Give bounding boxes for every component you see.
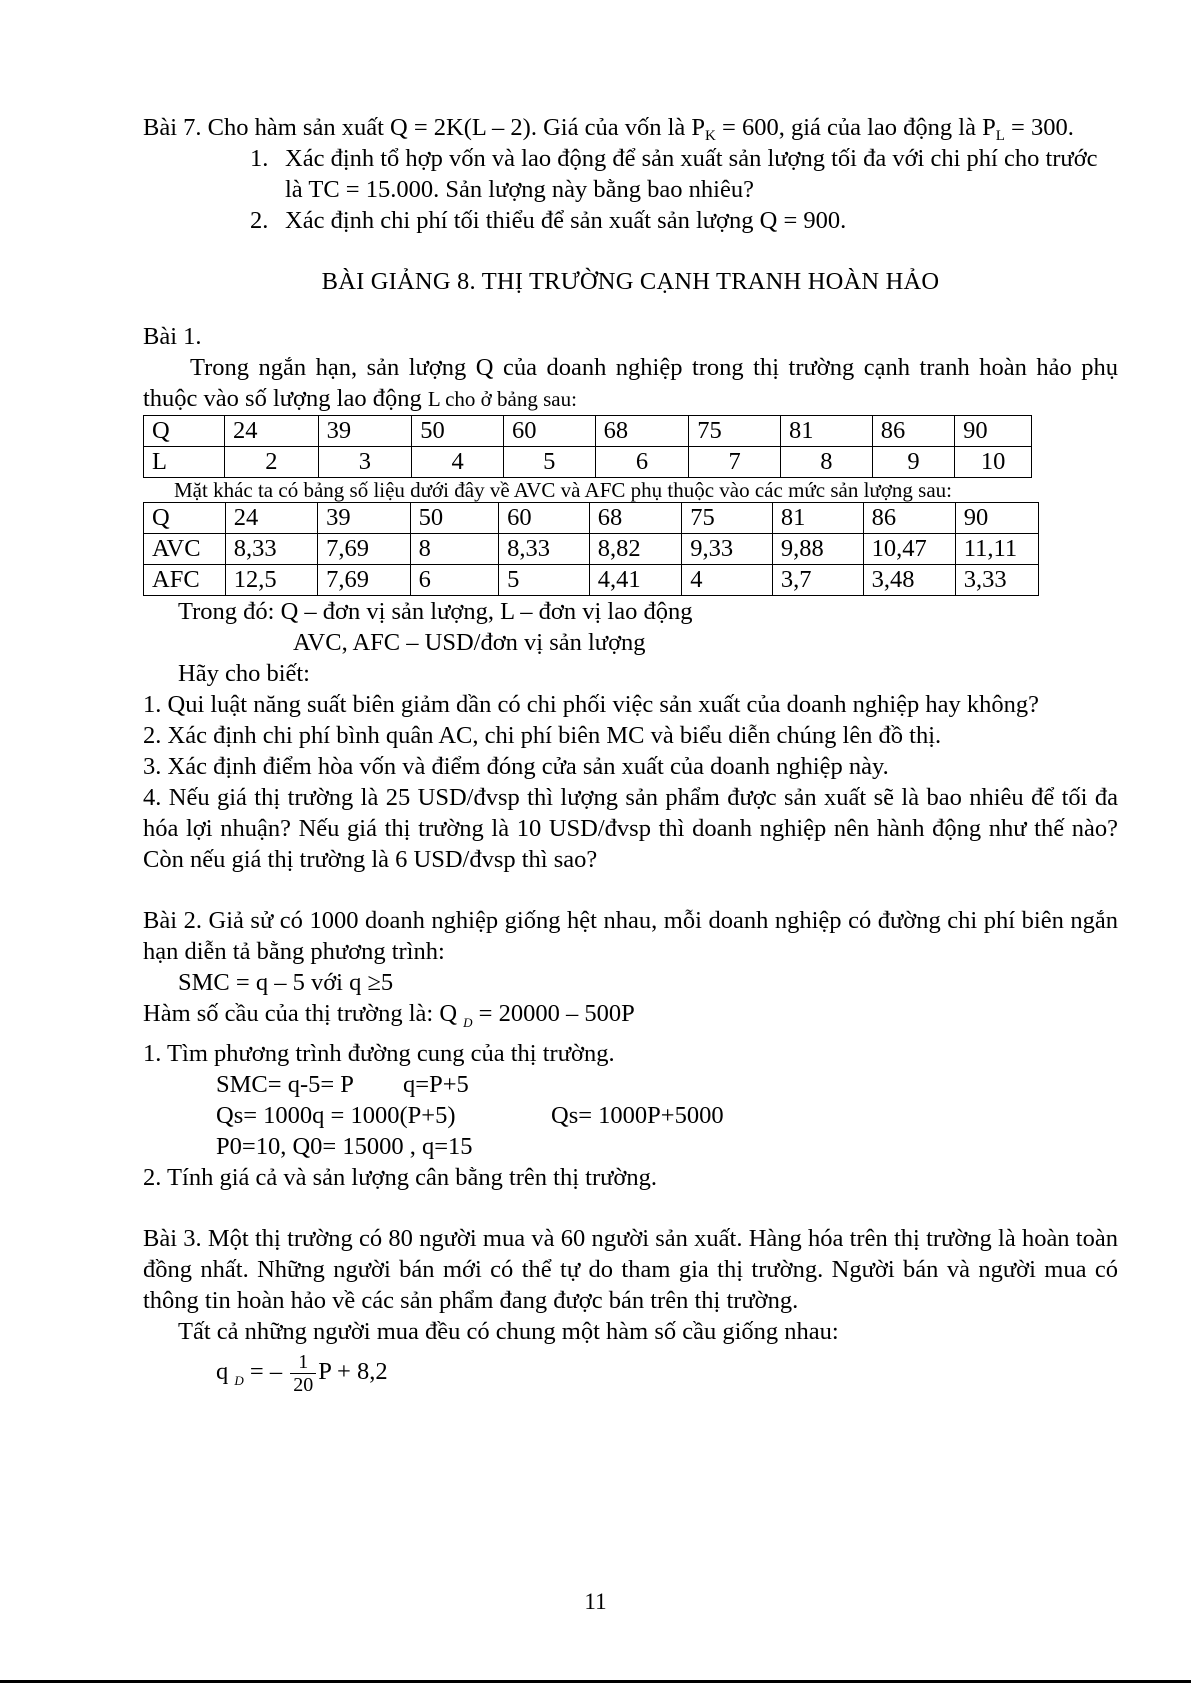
- table-row: AVC 8,33 7,69 8 8,33 8,82 9,33 9,88 10,47 11,11: [144, 534, 1039, 565]
- table-row: Q 24 39 50 60 68 75 81 86 90: [144, 503, 1039, 534]
- table-row: L 2 3 4 5 6 7 8 9 10: [144, 447, 1032, 478]
- units-note-2: AVC, AFC – USD/đơn vị sản lượng: [293, 629, 646, 656]
- work-line: SMC= q-5= P q=P+5: [216, 1071, 469, 1098]
- question-3: 3. Xác định điểm hòa vốn và điểm đóng cửa sản xuất của doanh nghiệp này.: [143, 753, 889, 780]
- document-page: [143, 112, 1118, 1396]
- work-line: Qs= 1000q = 1000(P+5) Qs= 1000P+5000: [216, 1102, 724, 1129]
- lecture-heading: BÀI GIẢNG 8. THỊ TRƯỜNG CẠNH TRANH HOÀN HẢO: [321, 268, 940, 295]
- work-line: P0=10, Q0= 15000 , q=15: [216, 1133, 473, 1160]
- bai2-intro: Bài 2. Giả sử có 1000 doanh nghiệp giống hệt nhau, mỗi doanh nghiệp có đường chi phí biên ngắn hạn diễn tả bằng phương trình:: [143, 907, 1118, 965]
- bai7-tasks: [143, 143, 1118, 236]
- bai1-intro: Trong ngắn hạn, sản lượng Q của doanh nghiệp trong thị trường cạnh tranh hoàn hảo phụ thuộc vào số lượng lao động L cho ở bảng sau:: [143, 354, 1118, 412]
- demand-function: q $_D$ = – $\frac{1}{20}$ P + 8,2: [216, 1351, 388, 1396]
- bai1-title: Bài 1.: [143, 323, 202, 350]
- bai2-question-2: 2. Tính giá cả và sản lượng cân bằng trên thị trường.: [143, 1164, 657, 1191]
- question-2: 2. Xác định chi phí bình quân AC, chi phí biên MC và biểu diễn chúng lên đồ thị.: [143, 722, 942, 749]
- bai2-question-1: 1. Tìm phương trình đường cung của thị trường.: [143, 1040, 615, 1067]
- smc-equation: SMC = q – 5 với q ≥5: [178, 969, 394, 996]
- table2-caption: Mặt khác ta có bảng số liệu dưới đây về AVC và AFC phụ thuộc vào các mức sản lượng sau:: [174, 478, 952, 502]
- question-1: 1. Qui luật năng suất biên giảm dần có chi phối việc sản xuất của doanh nghiệp hay không?: [143, 691, 1040, 718]
- list-item: 2. Xác định chi phí tối thiểu để sản xuất sản lượng Q = 900.: [250, 207, 847, 234]
- bai3-intro: Bài 3. Một thị trường có 80 người mua và 60 người sản xuất. Hàng hóa trên thị trường là hoàn toàn đồng nhất. Những người bán mới có thể tự do tham gia thị trường. Người bán và người mua có thông tin hoàn hảo về các sản phẩm đang được bán trên thị trường.: [143, 1225, 1118, 1314]
- fraction: $\frac{1}{20}$: [290, 1351, 316, 1396]
- demand-equation: Hàm số cầu của thị trường là: Q $_D$ = 20000 – 500P: [143, 1000, 635, 1030]
- bottom-rule: [0, 1680, 1191, 1683]
- table-row: AFC 12,5 7,69 6 5 4,41 4 3,7 3,48 3,33: [144, 565, 1039, 596]
- table-row: Q 24 39 50 60 68 75 81 86 90: [144, 416, 1032, 447]
- list-item: 1. Xác định tổ hợp vốn và lao động để sản xuất sản lượng tối đa với chi phí cho trước là TC = 15.000. Sản lượng này bằng bao nhiêu?: [250, 145, 1098, 203]
- question-4: 4. Nếu giá thị trường là 25 USD/đvsp thì lượng sản phẩm được sản xuất sẽ là bao nhiêu để tối đa hóa lợi nhuận? Nếu giá thị trường là 10 USD/đvsp thì doanh nghiệp nên hành động như thế nào? Còn nếu giá thị trường là 6 USD/đvsp thì sao?: [143, 784, 1118, 873]
- units-note: Trong đó: Q – đơn vị sản lượng, L – đơn vị lao động: [178, 598, 693, 625]
- bai7-statement: Bài 7. Cho hàm sản xuất Q = 2K(L – 2). Giá của vốn là $P_K = 600$, giá của lao động là $P_L = 300$.: [143, 114, 1074, 144]
- bai3-line2: Tất cả những người mua đều có chung một hàm số cầu giống nhau:: [178, 1318, 839, 1345]
- avc-afc-table: [143, 502, 1039, 596]
- page-number: 11: [584, 1589, 607, 1614]
- q-l-table: [143, 415, 1032, 478]
- ask-label: Hãy cho biết:: [178, 660, 310, 687]
